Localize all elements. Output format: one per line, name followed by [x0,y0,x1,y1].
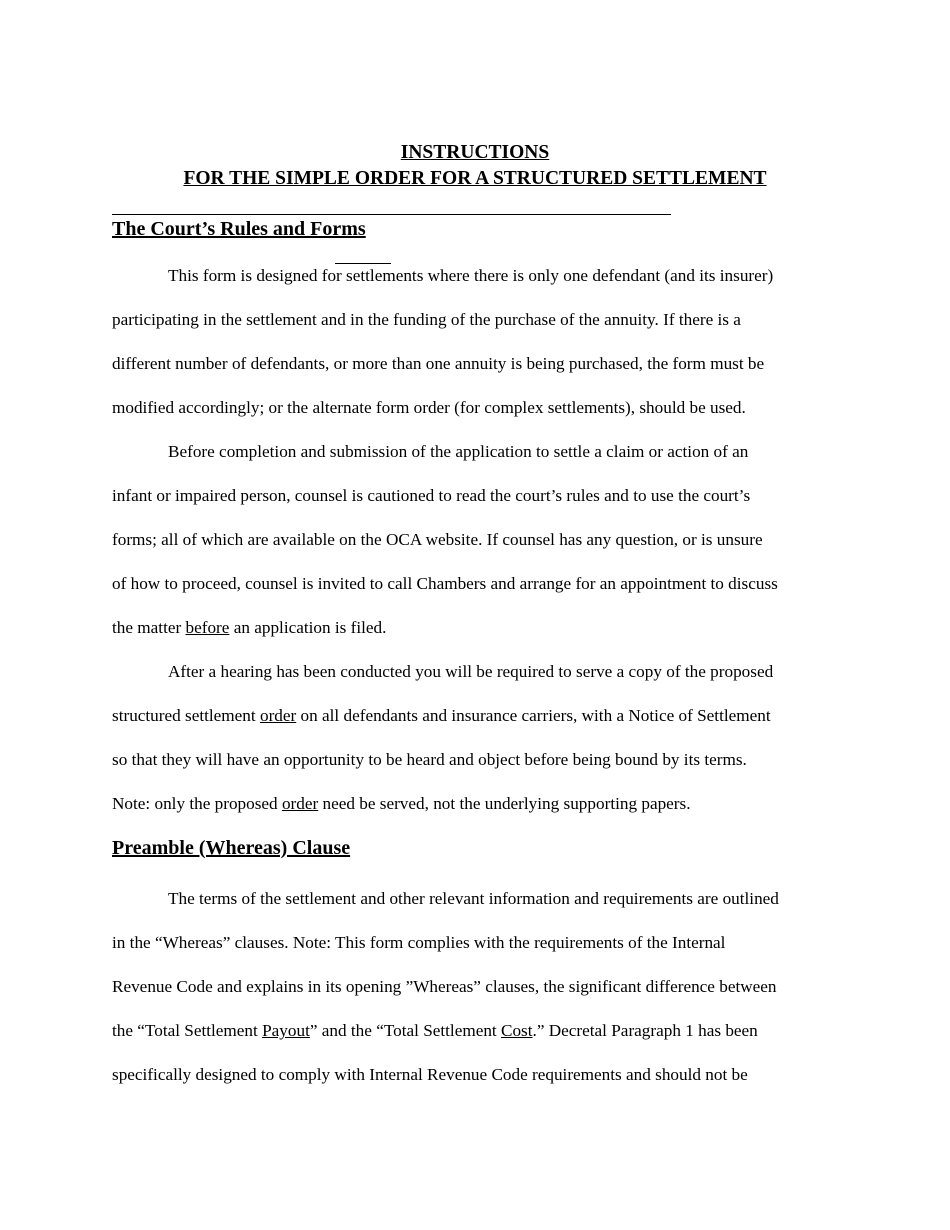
section-heading-rules-forms: The Court’s Rules and Forms [112,218,366,240]
paragraph-line [112,706,771,726]
underlined-word: before [185,618,230,637]
document-title: INSTRUCTIONS [400,142,550,163]
paragraph-line: Revenue Code and explains in its opening ”Whereas” clauses, the significant difference between [112,977,777,996]
paragraph-line: The terms of the settlement and other relevant information and requirements are outlined [168,889,779,908]
paragraph-line: so that they will have an opportunity to be heard and object before being bound by its terms. [112,750,747,769]
text-run: an application is filed. [229,618,387,637]
paragraph-line [112,794,691,814]
text-run: on all defendants and insurance carriers, with a Notice of Settlement [296,706,771,725]
horizontal-rule [112,214,671,215]
paragraph-line [112,1021,758,1041]
underlined-word: Cost [501,1021,533,1040]
text-run: the “Total Settlement [112,1021,263,1040]
underlined-word: order [259,706,297,725]
short-rule [335,263,391,264]
underlined-word: order [281,794,319,813]
paragraph-line: in the “Whereas” clauses. Note: This form complies with the requirements of the Internal [112,933,726,952]
paragraph-line: This form is designed for settlements where there is only one defendant (and its insurer) [168,266,774,285]
document-subtitle: FOR THE SIMPLE ORDER FOR A STRUCTURED SETTLEMENT [183,168,767,189]
text-run: ” and the “Total Settlement [309,1021,501,1040]
underlined-word: Payout [262,1021,310,1040]
paragraph-line: different number of defendants, or more than one annuity is being purchased, the form must be [112,354,765,373]
text-run: need be served, not the underlying supporting papers. [318,794,691,813]
paragraph-line: participating in the settlement and in the funding of the purchase of the annuity. If there is a [112,310,741,329]
text-run: structured settlement [112,706,260,725]
paragraph-line: modified accordingly; or the alternate form order (for complex settlements), should be used. [112,398,746,417]
paragraph-line: Before completion and submission of the application to settle a claim or action of an [168,442,749,461]
paragraph-line: forms; all of which are available on the OCA website. If counsel has any question, or is unsure [112,530,763,549]
paragraph-line: of how to proceed, counsel is invited to call Chambers and arrange for an appointment to discuss [112,574,778,593]
text-run: the matter [112,618,186,637]
paragraph-line: infant or impaired person, counsel is cautioned to read the court’s rules and to use the court’s [112,486,751,505]
paragraph-line: After a hearing has been conducted you will be required to serve a copy of the proposed [168,662,774,681]
text-run: .” Decretal Paragraph 1 has been [532,1021,758,1040]
section-heading-preamble: Preamble (Whereas) Clause [112,837,351,859]
text-run: Note: only the proposed [112,794,282,813]
paragraph-line [112,618,386,638]
paragraph-line: specifically designed to comply with Internal Revenue Code requirements and should not be [112,1065,748,1084]
